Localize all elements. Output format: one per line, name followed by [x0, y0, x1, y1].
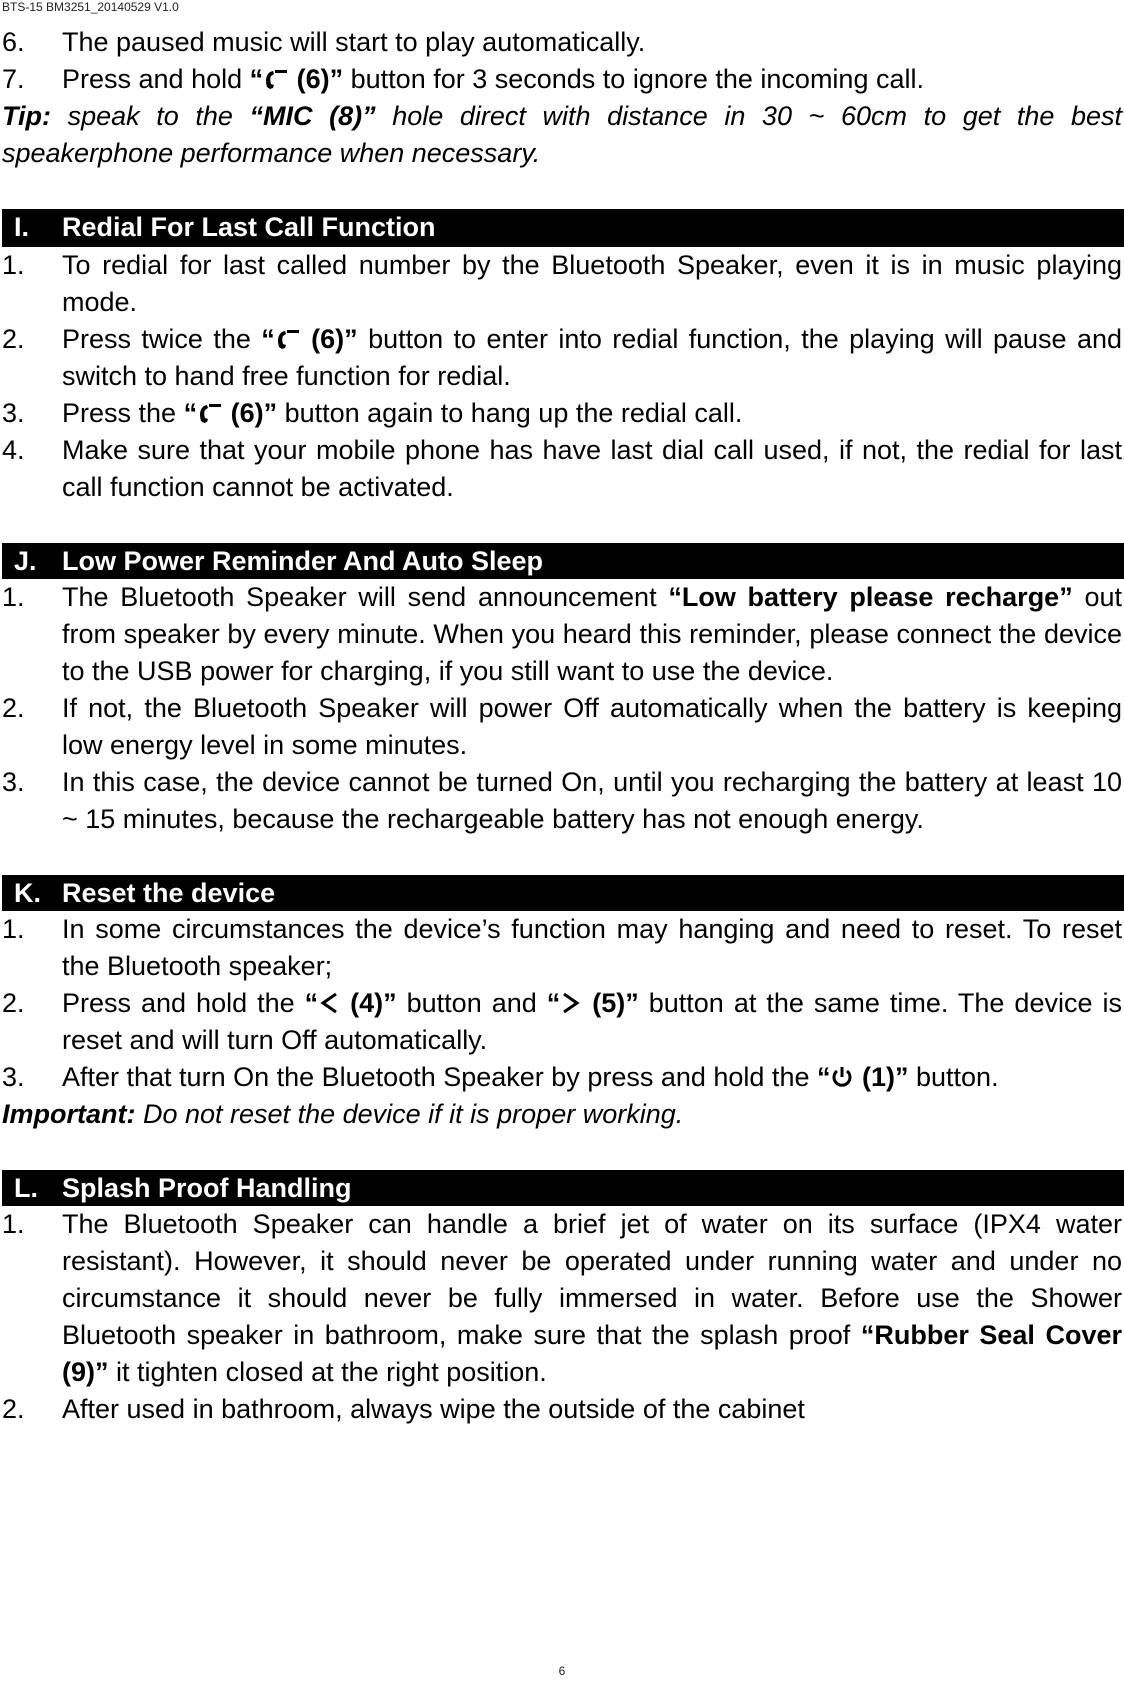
rubber-seal-reference: “Rubber Seal Cover (9)”	[62, 1320, 1122, 1387]
list-item	[2, 1206, 1122, 1391]
text-segment: out from speaker by every minute. When you heard this reminder, please connect the device to the USB power for charging, if you still want to use the device.	[62, 582, 1122, 686]
section-letter: L.	[14, 1173, 38, 1203]
section-heading-j	[2, 543, 1124, 579]
section-letter: I.	[14, 212, 30, 242]
item-text: The paused music will start to play automatically.	[62, 27, 646, 57]
item-number: 1.	[2, 1209, 25, 1239]
item-number: 2.	[2, 988, 25, 1018]
button-label: (5)”	[592, 988, 639, 1018]
text-segment: speak to the	[51, 101, 250, 131]
item-number: 6.	[2, 27, 25, 57]
quote-mark: “	[261, 324, 275, 354]
list-item	[2, 432, 1122, 506]
document-id: BTS-15 BM3251_20140529 V1.0	[2, 0, 179, 14]
item-text	[62, 321, 1122, 395]
section-title: Redial For Last Call Function	[62, 212, 436, 242]
quote-mark: “	[249, 64, 264, 94]
section-letter: K.	[14, 878, 41, 908]
section-title: Low Power Reminder And Auto Sleep	[62, 546, 544, 576]
text-segment: button again to hang up the redial call.	[277, 398, 743, 428]
item-number: 1.	[2, 250, 25, 280]
text-segment: button to enter into redial function, the playing will pause and switch to hand free function for redial.	[62, 324, 1122, 391]
button-label: (6)”	[230, 398, 278, 428]
item-text: If not, the Bluetooth Speaker will power Off automatically when the battery is keeping low energy level in some minutes.	[62, 693, 1122, 760]
list-item	[2, 690, 1122, 764]
important-note	[2, 1096, 1122, 1133]
text-segment: button for 3 seconds to ignore the incoming call.	[343, 64, 924, 94]
button-reference	[305, 988, 397, 1018]
button-label: (6)”	[296, 64, 344, 94]
quote-mark: “	[546, 988, 561, 1018]
item-text	[62, 579, 1122, 690]
phone-icon	[263, 67, 289, 91]
list-item	[2, 61, 1122, 98]
button-reference	[547, 988, 639, 1018]
item-number: 2.	[2, 1394, 25, 1424]
item-text	[62, 1059, 1122, 1096]
quote-mark: “	[304, 988, 319, 1018]
text-segment: The Bluetooth Speaker will send announcement	[62, 582, 669, 612]
item-text: To redial for last called number by the Bluetooth Speaker, even it is in music playing mode.	[62, 250, 1122, 317]
item-text	[62, 1206, 1122, 1391]
list-item	[2, 911, 1122, 985]
button-label: (4)”	[350, 988, 397, 1018]
text-segment: Do not reset the device if it is proper working.	[135, 1099, 684, 1129]
item-number: 2.	[2, 324, 25, 354]
tip-note	[2, 98, 1122, 172]
item-text	[62, 985, 1122, 1059]
section-heading-k	[2, 875, 1124, 911]
item-number: 2.	[2, 693, 25, 723]
section-title: Reset the device	[62, 878, 276, 908]
list-item	[2, 764, 1122, 838]
section-heading-i	[2, 209, 1124, 245]
item-text: In some circumstances the device’s function may hanging and need to reset. To reset the Bluetooth speaker;	[62, 914, 1122, 981]
quote-mark: “	[816, 1062, 831, 1092]
tip-label: Tip:	[2, 101, 51, 131]
list-item	[2, 24, 1122, 61]
list-item	[2, 1391, 1122, 1428]
list-item	[2, 579, 1122, 690]
list-item	[2, 247, 1122, 321]
text-segment: Press and hold the	[62, 988, 305, 1018]
button-reference	[817, 1062, 909, 1092]
list-item	[2, 395, 1122, 432]
item-text: After used in bathroom, always wipe the outside of the cabinet	[62, 1394, 805, 1424]
text-segment: Press the	[62, 398, 184, 428]
item-text	[62, 395, 1122, 432]
item-text: In this case, the device cannot be turned On, until you recharging the battery at least 10 ~ 15 minutes, because the rechargeable battery has not enough energy.	[62, 767, 1122, 834]
phone-icon	[197, 401, 223, 425]
item-number: 7.	[2, 64, 25, 94]
text-segment: Press twice the	[62, 324, 262, 354]
page-number: 6	[558, 1664, 566, 1678]
quote-mark: “	[183, 398, 198, 428]
text-segment: button.	[908, 1062, 999, 1092]
item-number: 3.	[2, 398, 25, 428]
text-segment: hole direct with distance in 30 ~ 60cm to get the best speakerphone performance when necessary.	[2, 101, 1123, 168]
item-number: 1.	[2, 582, 25, 612]
item-number: 1.	[2, 914, 25, 944]
chevron-left-icon	[318, 991, 340, 1015]
chevron-right-icon	[560, 991, 582, 1015]
announcement-text: “Low battery please recharge”	[668, 582, 1073, 612]
item-number: 3.	[2, 767, 25, 797]
text-segment: button and	[396, 988, 547, 1018]
button-reference	[184, 398, 278, 428]
mic-reference: “MIC (8)”	[249, 101, 376, 131]
important-label: Important:	[2, 1099, 136, 1129]
list-item	[2, 321, 1122, 395]
section-title: Splash Proof Handling	[62, 1173, 352, 1203]
text-segment: After that turn On the Bluetooth Speaker by press and hold the	[62, 1062, 817, 1092]
phone-icon	[275, 327, 301, 351]
page-content	[2, 24, 1122, 1428]
item-text: Make sure that your mobile phone has have last dial call used, if not, the redial for last call function cannot be activated.	[62, 435, 1122, 502]
button-label: (1)”	[862, 1062, 909, 1092]
list-item	[2, 1059, 1122, 1096]
text-segment: The Bluetooth Speaker can handle a brief jet of water on its surface (IPX4 water resistant). However, it should never be operated under running water and under no circumstance it should never be fully immersed in water. Before use the Shower Bluetooth speaker in bathroom, make sure that the splash proof	[62, 1209, 1122, 1350]
list-item	[2, 985, 1122, 1059]
section-letter: J.	[14, 546, 37, 576]
item-text	[62, 61, 1122, 98]
button-reference	[250, 64, 344, 94]
item-number: 3.	[2, 1062, 25, 1092]
text-segment: button at the same time. The device is reset and will turn Off automatically.	[62, 988, 1122, 1055]
button-reference	[261, 324, 357, 354]
power-icon	[830, 1065, 854, 1089]
button-label: (6)”	[311, 324, 358, 354]
item-number: 4.	[2, 435, 25, 465]
text-segment: Press and hold	[62, 64, 250, 94]
section-heading-l	[2, 1170, 1124, 1206]
text-segment: it tighten closed at the right position.	[108, 1357, 547, 1387]
